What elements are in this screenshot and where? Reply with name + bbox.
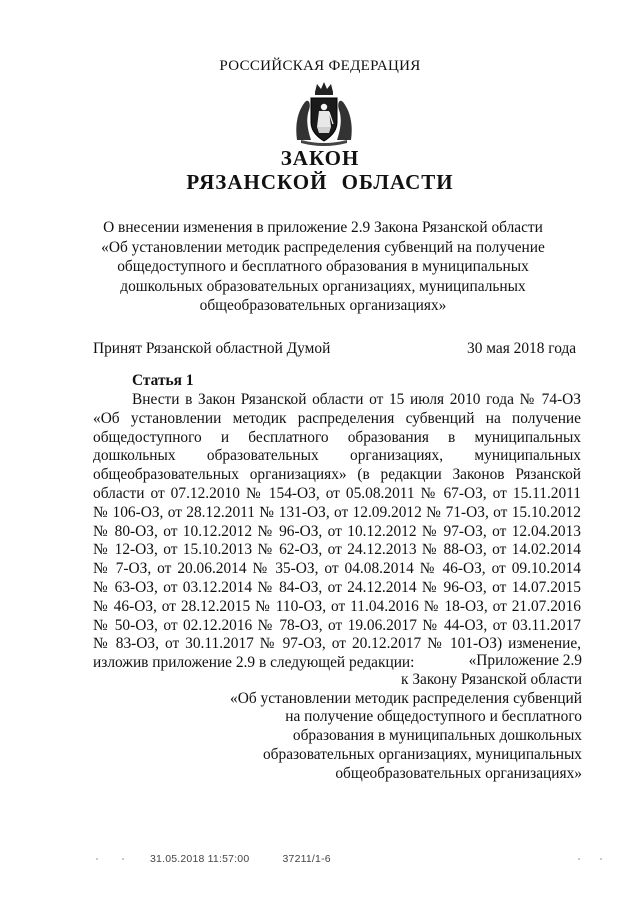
subject-line: общедоступного и бесплатного образования в муниципальных <box>117 258 529 276</box>
subject-line: «Об установлении методик распределения субвенций на получение <box>101 238 545 256</box>
article-line: № 46-ОЗ, от 28.12.2015 № 110-ОЗ, от 11.04.2016 № 18-ОЗ, от 21.07.2016 <box>93 597 581 615</box>
article-line: изложив приложение 2.9 в следующей редакции: <box>93 654 415 672</box>
footer-doc-code: 37211/1-6 <box>282 853 331 865</box>
annex-line: «Об установлении методик распределения субвенций <box>230 689 582 707</box>
annex-line: «Приложение 2.9 <box>468 652 582 669</box>
article-line: № 12-ОЗ, от 15.10.2013 № 62-ОЗ, от 24.12.2013 № 88-ОЗ, от 14.02.2014 <box>93 541 581 559</box>
adoption-date: 30 мая 2018 года <box>467 340 577 357</box>
scan-speck <box>578 858 580 860</box>
article-heading: Статья 1 <box>132 372 194 389</box>
subject-line: дошкольных образовательных организациях, муниципальных <box>120 277 526 295</box>
law-title: ЗАКОН <box>280 146 360 170</box>
article-body <box>93 391 581 673</box>
subject-line: О внесении изменения в приложение 2.9 Закона Рязанской области <box>103 219 543 236</box>
article-line: «Об установлении методик распределения субвенций на получение <box>93 409 581 427</box>
article-line: области от 07.12.2010 № 154-ОЗ, от 05.08.2011 № 67-ОЗ, от 15.11.2011 <box>93 484 581 502</box>
scan-speck <box>122 858 124 860</box>
region-title: РЯЗАНСКОЙ ОБЛАСТИ <box>186 170 454 194</box>
article-line: № 106-ОЗ, от 28.12.2011 № 131-ОЗ, от 12.09.2012 № 71-ОЗ, от 15.10.2012 <box>93 503 581 521</box>
article-line: общедоступного и бесплатного образования в муниципальных <box>93 428 581 446</box>
article-line: № 63-ОЗ, от 03.12.2014 № 84-ОЗ, от 24.12.2014 № 96-ОЗ, от 14.07.2015 <box>93 578 581 596</box>
article-line: № 7-ОЗ, от 20.06.2014 № 35-ОЗ, от 04.08.2014 № 46-ОЗ, от 09.10.2014 <box>93 560 581 578</box>
adopted-by: Принят Рязанской областной Думой <box>93 340 331 357</box>
annex-line: общеобразовательных организациях» <box>335 764 582 782</box>
article-line: Внести в Закон Рязанской области от 15 июля 2010 года № 74-ОЗ <box>132 391 581 408</box>
article-line: № 80-ОЗ, от 10.12.2012 № 96-ОЗ, от 10.12.2012 № 97-ОЗ, от 12.04.2013 <box>93 522 581 540</box>
law-subject <box>100 218 546 316</box>
ryazan-coat-of-arms-icon <box>293 80 355 146</box>
footer-timestamp: 31.05.2018 11:57:00 <box>150 853 250 865</box>
document-footer <box>150 853 331 865</box>
article-line: № 50-ОЗ, от 02.12.2016 № 78-ОЗ, от 19.06.2017 № 44-ОЗ, от 03.11.2017 <box>93 616 581 634</box>
article-line: дошкольных образовательных организациях, муниципальных <box>93 447 581 465</box>
subject-line: общеобразовательных организациях» <box>199 297 447 315</box>
annex-line: образовательных организациях, муниципальных <box>262 745 582 763</box>
annex-line: образования в муниципальных дошкольных <box>292 727 582 745</box>
annex-line: к Закону Рязанской области <box>401 670 582 688</box>
scan-speck <box>96 858 98 860</box>
country-heading: РОССИЙСКАЯ ФЕДЕРАЦИЯ <box>219 58 421 74</box>
annex-line: на получение общедоступного и бесплатного <box>285 708 582 726</box>
article-line: общеобразовательных организациях» (в редакции Законов Рязанской <box>93 466 581 484</box>
annex-header <box>180 652 582 784</box>
article-line: № 83-ОЗ, от 30.11.2017 № 97-ОЗ, от 20.12.2017 № 101-ОЗ) изменение, <box>93 635 581 653</box>
scan-speck <box>600 858 602 860</box>
